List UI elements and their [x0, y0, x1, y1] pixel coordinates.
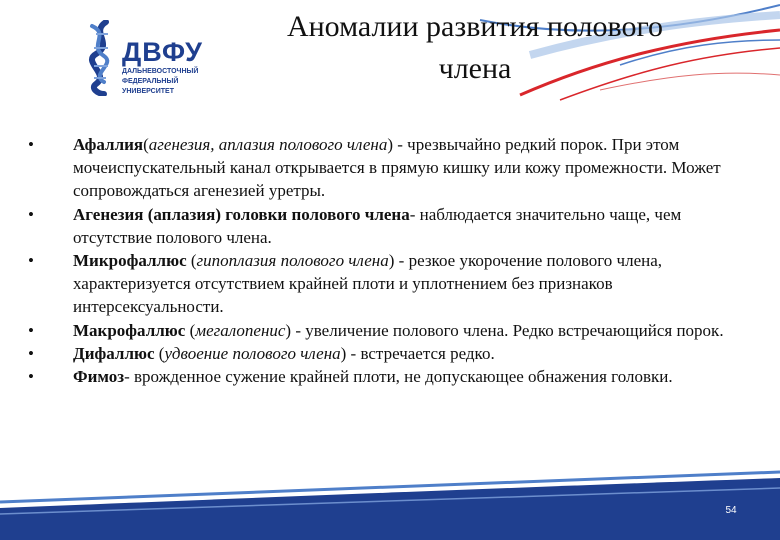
term: Афаллия [73, 135, 144, 154]
description: - увеличение полового члена. Редко встречающийся порок. [291, 320, 724, 340]
bullet: • [28, 135, 34, 154]
university-logo [84, 20, 209, 96]
slide-title-line: Аномалии развития полового [286, 10, 664, 43]
logo-subtitle-line: ДАЛЬНЕВОСТОЧНЫЙ [122, 68, 199, 75]
slide-title [220, 6, 730, 90]
page-number: 54 [725, 505, 737, 516]
list-item [28, 133, 728, 203]
description: - врожденное сужение крайней плоти, не допускающее обнажения головки. [124, 367, 673, 387]
term-synonym: мегалопенис [195, 320, 286, 340]
term: Макрофаллюс [73, 320, 186, 340]
bullet: • [28, 320, 34, 340]
dna-helix-icon [84, 20, 118, 96]
bullet: • [28, 251, 34, 271]
term: Дифаллюс [73, 343, 155, 363]
description: - наблюдается значительно чаще, чем отсутствие полового члена. [73, 204, 682, 247]
logo-name: ДВФУ [122, 37, 203, 67]
slide-title-line: члена [438, 52, 512, 85]
term: Фимоз [73, 367, 125, 387]
paren: ) [285, 320, 292, 340]
list-item [28, 319, 728, 342]
description: - встречается редко. [346, 343, 495, 363]
bullet: • [28, 367, 34, 387]
footer-waves-decoration [0, 470, 780, 540]
paren: ) [340, 343, 347, 363]
description: - резкое укорочение полового члена, характеризуется отсутствием крайней плоти и уплотнением без признаков интерсексуальности. [73, 251, 663, 317]
paren: ) [388, 251, 395, 271]
bullet: • [28, 343, 34, 363]
logo-subtitle-line: ФЕДЕРАЛЬНЫЙ [122, 78, 179, 85]
logo-subtitle-line: УНИВЕРСИТЕТ [122, 88, 174, 95]
paren: ) [387, 135, 393, 154]
paren: ( [185, 320, 196, 340]
paren: ( [186, 251, 197, 271]
list-item [28, 342, 728, 365]
list-item [28, 365, 728, 388]
anomalies-list [28, 133, 728, 388]
logo-subtitle [122, 67, 212, 97]
paren: ( [154, 343, 165, 363]
term-synonym: агенезия, аплазия полового члена [148, 135, 388, 154]
term: Агенезия (аплазия) головки полового члена [73, 204, 410, 224]
paren: ( [143, 135, 149, 154]
term-synonym: удвоение полового члена [164, 343, 341, 363]
bullet: • [28, 204, 34, 224]
term: Микрофаллюс [73, 251, 187, 271]
description: - чрезвычайно редкий порок. При этом мочеиспускательный канал открывается в прямую кишку или кожу промежности. Может сопровождаться агенезией уретры. [73, 135, 721, 201]
list-item [28, 203, 728, 249]
term-synonym: гипоплазия полового члена [196, 251, 389, 271]
list-item [28, 249, 728, 319]
